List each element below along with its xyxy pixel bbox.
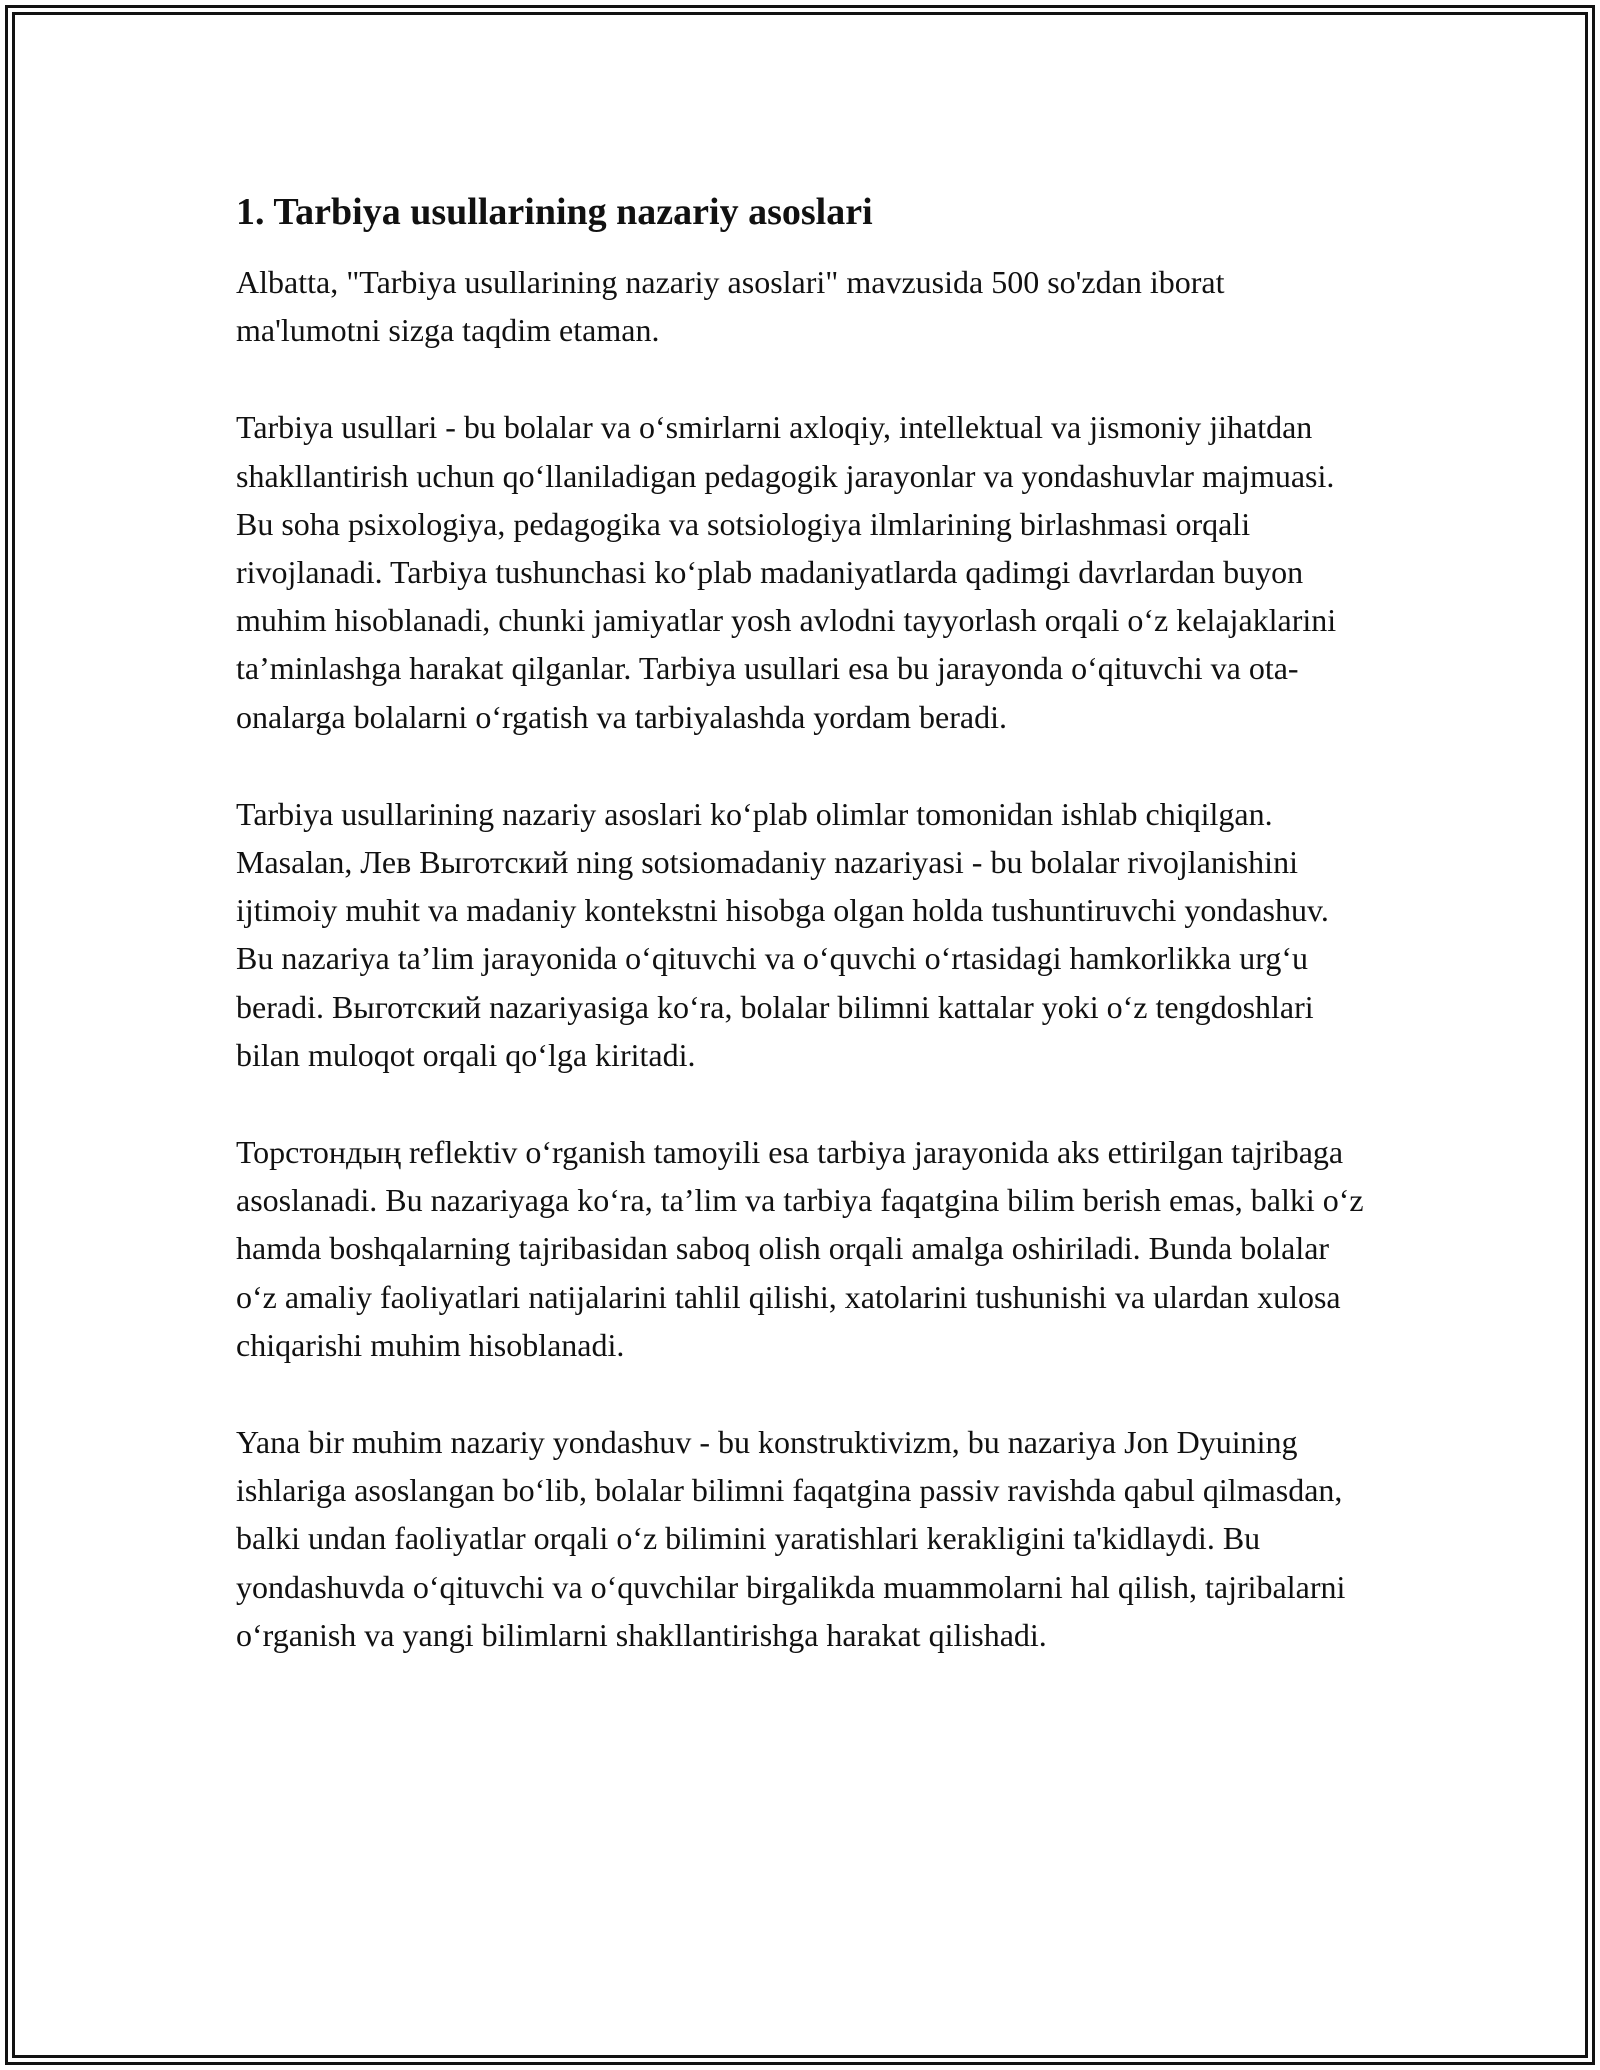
section-heading: 1. Tarbiya usullarining nazariy asoslari: [236, 191, 873, 233]
paragraph-constructivism: Yana bir muhim nazariy yondashuv - bu konstruktivizm, bu nazariya Jon Dyuining ishlariga asoslangan bo‘lib, bolalar bilimni faqatgina passiv ravishda qabul qilmasdan, balki undan faoliyatlar orqali o‘z bilimini yaratishlari kerakligini ta'kidlaydi. Bu yondashuvda o‘qituvchi va o‘quvchilar birgalikda muammolarni hal qilish, tajribalarni o‘rganish va yangi bilimlarni shakllantirishga harakat qilishadi.: [236, 1424, 1346, 1653]
paragraph-vygotsky: Tarbiya usullarining nazariy asoslari ko‘plab olimlar tomonidan ishlab chiqilgan. Masalan, Лев Выготский ning sotsiomadaniy nazariyasi - bu bolalar rivojlanishini ijtimoiy muhit va madaniy kontekstni hisobga olgan holda tushuntiruvchi yondashuv. Bu nazariya ta’lim jarayonida o‘qituvchi va o‘quvchi o‘rtasidagi hamkorlikka urg‘u beradi. Выготский nazariyasiga ko‘ra, bolalar bilimni kattalar yoki o‘z tengdoshlari bilan muloqot orqali qo‘lga kiritadi.: [236, 795, 1329, 1073]
paragraph-intro: Albatta, "Tarbiya usullarining nazariy asoslari" mavzusida 500 so'zdan iborat ma'lumotni sizga taqdim etaman.: [236, 264, 1225, 349]
document-body: [236, 188, 1371, 1708]
paragraph-definition: Tarbiya usullari - bu bolalar va o‘smirlarni axloqiy, intellektual va jismoniy jihatdan shakllantirish uchun qo‘llaniladigan pedagogik jarayonlar va yondashuvlar majmuasi. Bu soha psixologiya, pedagogika va sotsiologiya ilmlarining birlashmasi orqali rivojlanadi. Tarbiya tushunchasi ko‘plab madaniyatlarda qadimgi davrlardan buyon muhim hisoblanadi, chunki jamiyatlar yosh avlodni tayyorlash orqali o‘z kelajaklarini ta’minlashga harakat qilganlar. Tarbiya usullari esa bu jarayonda o‘qituvchi va ota-onalarga bolalarni o‘rgatish va tarbiyalashda yordam beradi.: [236, 409, 1337, 735]
paragraph-reflective-learning: Торстондың reflektiv o‘rganish tamoyili esa tarbiya jarayonida aks ettirilgan tajribaga asoslanadi. Bu nazariyaga ko‘ra, ta’lim va tarbiya faqatgina bilim berish emas, balki o‘z hamda boshqalarning tajribasidan saboq olish orqali amalga oshiriladi. Bunda bolalar o‘z amaliy faoliyatlari natijalarini tahlil qilishi, xatolarini tushunishi va ulardan xulosa chiqarishi muhim hisoblanadi.: [236, 1134, 1364, 1363]
